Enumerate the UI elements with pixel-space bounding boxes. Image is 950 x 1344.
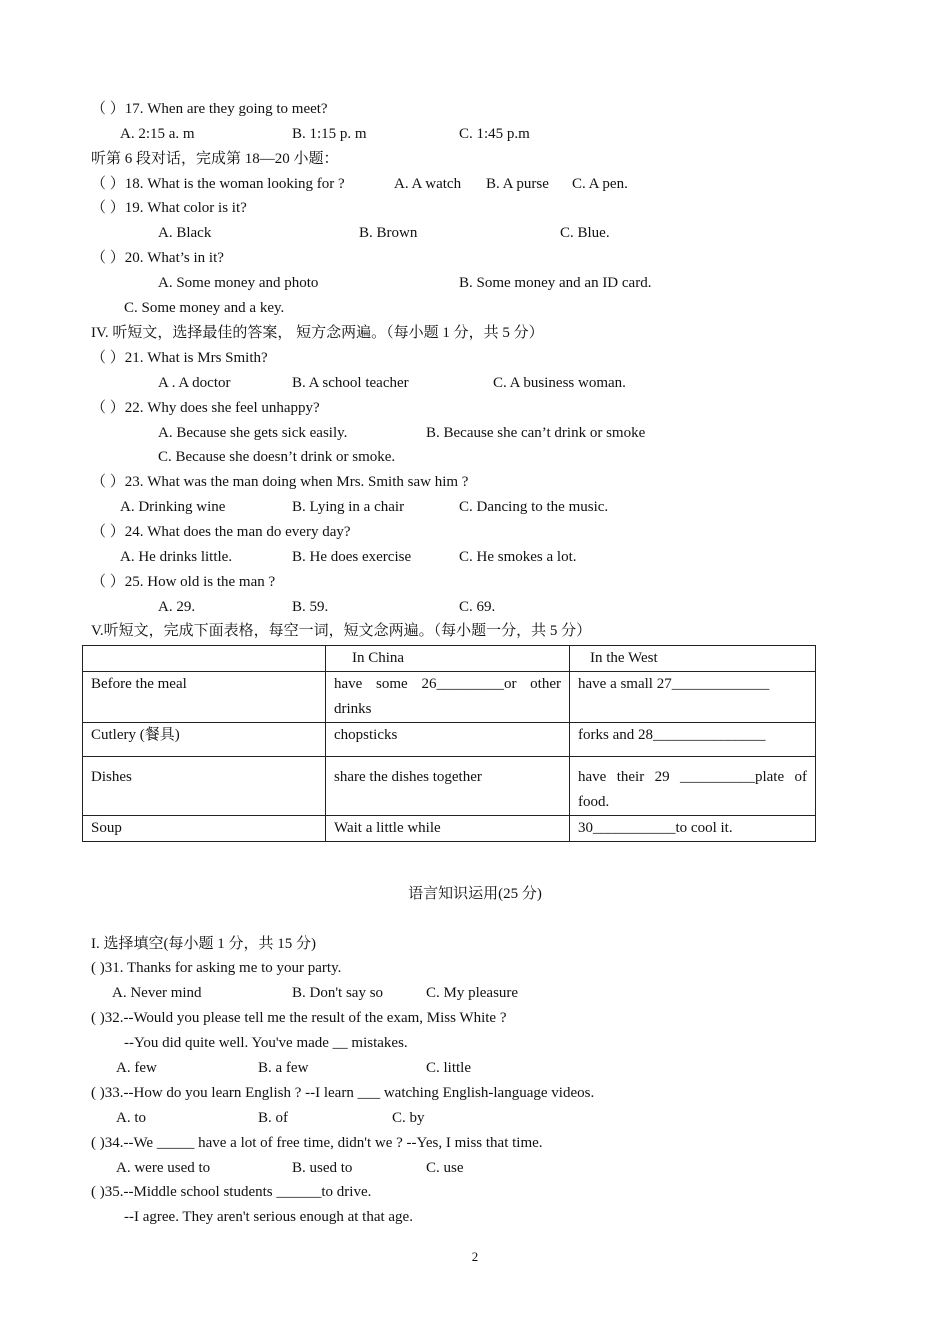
q20-stem: （ ）20. What’s in it? [91,250,224,266]
q22-option-b: B. Because she can’t drink or smoke [426,425,646,441]
q33-stem: ( )33.--How do you learn English ? --I learn ___ watching English-language videos. [91,1085,595,1101]
q21-stem: （ ）21. What is Mrs Smith? [91,350,268,366]
q25-stem: （ ）25. How old is the man ? [91,574,276,590]
q35-stem: ( )35.--Middle school students ______to drive. [91,1184,372,1200]
part6-intro: 听第 6 段对话，完成第 18—20 小题： [91,151,339,167]
table-cell: have their 29 __________plate of food. [570,757,816,816]
q24-option-b: B. He does exercise [292,549,412,565]
table-cell: Dishes [83,757,326,816]
q24-stem: （ ）24. What does the man do every day? [91,524,351,540]
q21-option-c: C. A business woman. [493,375,626,391]
table-cell: 30___________to cool it. [570,816,816,842]
table-cell: Soup [83,816,326,842]
q19-option-b: B. Brown [359,225,418,241]
q25-option-a: A. 29. [158,599,196,615]
q32-option-c: C. little [426,1060,471,1076]
table-cell: Before the meal [83,672,326,723]
q20-option-b: B. Some money and an ID card. [459,275,652,291]
q32-option-a: A. few [116,1060,157,1076]
q24-option-c: C. He smokes a lot. [459,549,577,565]
q31-option-a: A. Never mind [112,985,202,1001]
q35-reply: --I agree. They aren't serious enough at that age. [124,1209,413,1225]
q20-option-c: C. Some money and a key. [124,300,285,316]
q22-option-c: C. Because she doesn’t drink or smoke. [158,449,396,465]
q21-option-b: B. A school teacher [292,375,409,391]
table-row [83,723,816,757]
q34-option-c: C. use [426,1160,464,1176]
part2-title: 语言知识运用(25 分) [408,886,542,902]
page-number: 2 [471,1249,479,1264]
q24-option-a: A. He drinks little. [120,549,233,565]
section4-heading: IV. 听短文，选择最佳的答案， 短方念两遍。（每小题 1 分，共 5 分） [91,325,544,341]
q17-stem: （ ）17. When are they going to meet? [91,101,328,117]
q21-option-a: A . A doctor [158,375,231,391]
q33-option-b: B. of [258,1110,288,1126]
q18-option-c: C. A pen. [572,176,628,192]
table-header-cell: In China [326,646,570,672]
table-row [83,672,816,723]
q17-option-b: B. 1:15 p. m [292,126,367,142]
q32-stem: ( )32.--Would you please tell me the result of the exam, Miss White ? [91,1010,507,1026]
table-cell: Wait a little while [326,816,570,842]
q34-option-b: B. used to [292,1160,353,1176]
q19-option-c: C. Blue. [560,225,610,241]
q23-option-a: A. Drinking wine [120,499,226,515]
q19-stem: （ ）19. What color is it? [91,200,247,216]
q23-option-b: B. Lying in a chair [292,499,405,515]
table-row [83,816,816,842]
table-cell: Cutlery (餐具) [83,723,326,757]
q18-stem: （ ）18. What is the woman looking for ? [91,176,345,192]
q23-stem: （ ）23. What was the man doing when Mrs. Smith saw him ? [91,474,469,490]
q34-option-a: A. were used to [116,1160,211,1176]
section5-heading: V.听短文，完成下面表格，每空一词，短文念两遍。（每小题一分，共 5 分） [91,623,592,639]
q23-option-c: C. Dancing to the music. [459,499,609,515]
q32-option-b: B. a few [258,1060,309,1076]
meal-customs-table [82,645,816,842]
q17-option-c: C. 1:45 p.m [459,126,530,142]
table-cell: have some 26_________or other drinks [326,672,570,723]
q25-option-b: B. 59. [292,599,329,615]
table-cell: have a small 27_____________ [570,672,816,723]
table-cell: chopsticks [326,723,570,757]
q19-option-a: A. Black [158,225,212,241]
q32-reply: --You did quite well. You've made __ mistakes. [124,1035,408,1051]
table-header-cell: In the West [570,646,816,672]
section1-heading: I. 选择填空(每小题 1 分，共 15 分) [91,936,316,952]
q33-option-a: A. to [116,1110,146,1126]
q18-option-b: B. A purse [486,176,549,192]
q22-stem: （ ）22. Why does she feel unhappy? [91,400,320,416]
q20-option-a: A. Some money and photo [158,275,319,291]
table-row [83,757,816,816]
table-header-row [83,646,816,672]
q17-option-a: A. 2:15 a. m [120,126,195,142]
q33-option-c: C. by [392,1110,425,1126]
table-cell: forks and 28_______________ [570,723,816,757]
q31-stem: ( )31. Thanks for asking me to your party. [91,960,342,976]
table-cell: share the dishes together [326,757,570,816]
q18-option-a: A. A watch [394,176,462,192]
q31-option-b: B. Don't say so [292,985,384,1001]
q34-stem: ( )34.--We _____ have a lot of free time, didn't we ? --Yes, I miss that time. [91,1135,543,1151]
q25-option-c: C. 69. [459,599,496,615]
table-header-cell [83,646,326,672]
q22-option-a: A. Because she gets sick easily. [158,425,348,441]
q31-option-c: C. My pleasure [426,985,519,1001]
